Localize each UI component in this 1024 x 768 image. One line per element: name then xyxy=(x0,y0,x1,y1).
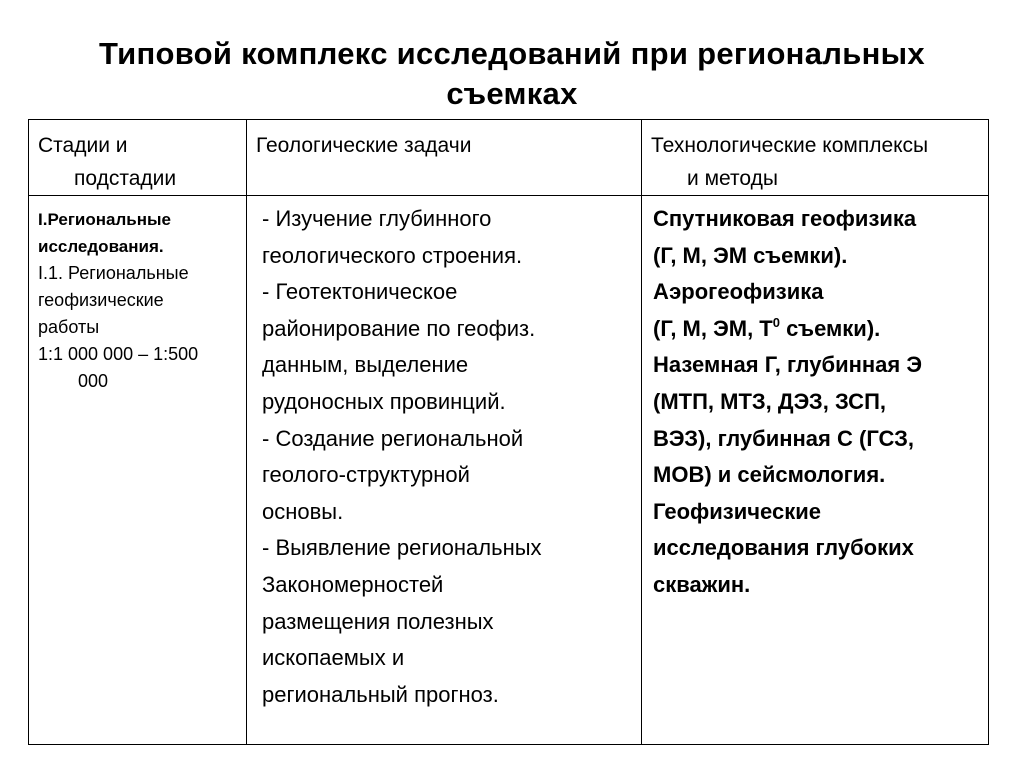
task-line: Закономерностей xyxy=(262,571,444,597)
stage-title-line: I.Региональные xyxy=(38,210,171,229)
method-line: Наземная Г, глубинная Э xyxy=(653,352,923,378)
header-methods-line: и методы xyxy=(687,167,778,190)
scale-line: 1:1 000 000 – 1:500 xyxy=(38,344,199,364)
method-line: (Г, М, ЭМ съемки). xyxy=(653,242,848,268)
task-line: - Создание региональной xyxy=(262,425,524,451)
task-line: - Изучение глубинного xyxy=(262,206,492,231)
header-methods-line: Технологические комплексы xyxy=(651,134,929,157)
task-line: геолого-структурной xyxy=(262,462,470,488)
task-line: районирование по геофиз. xyxy=(262,315,536,341)
research-table xyxy=(28,119,989,745)
header-stages-line: Стадии и xyxy=(38,134,128,157)
header-stages-line: подстадии xyxy=(74,167,177,190)
task-line: основы. xyxy=(262,498,344,524)
stage-title-line: исследования. xyxy=(38,237,164,256)
substage-line: работы xyxy=(38,317,100,337)
methods-cell xyxy=(642,196,989,745)
substage-line: геофизические xyxy=(38,290,164,310)
method-line xyxy=(653,311,984,348)
header-methods xyxy=(642,120,989,196)
method-line: скважин. xyxy=(653,571,751,597)
header-stages xyxy=(29,120,247,196)
task-line: геологического строения. xyxy=(262,242,523,268)
task-line: - Выявление региональных xyxy=(262,535,542,561)
table-row xyxy=(29,196,989,745)
method-line: Спутниковая геофизика xyxy=(653,206,917,231)
method-line: МОВ) и сейсмология. xyxy=(653,462,886,488)
task-line: региональный прогноз. xyxy=(262,681,499,707)
task-line: ископаемых и xyxy=(262,645,405,671)
task-line: данным, выделение xyxy=(262,352,469,378)
slide-title: Типовой комплекс исследований при региональных съемках xyxy=(99,36,925,111)
method-line: ВЭЗ), глубинная С (ГСЗ, xyxy=(653,425,914,451)
method-line: Геофизические xyxy=(653,498,821,524)
header-tasks-line: Геологические задачи xyxy=(256,134,472,157)
method-text: (Г, М, ЭМ, Т xyxy=(653,315,773,341)
method-line: Аэрогеофизика xyxy=(653,279,824,305)
substage-line: I.1. Региональные xyxy=(38,263,189,283)
stage-cell xyxy=(29,196,247,745)
scale-line: 000 xyxy=(78,371,109,391)
degree-superscript: 0 xyxy=(772,314,780,330)
task-line: - Геотектоническое xyxy=(262,279,458,305)
task-line: рудоносных провинций. xyxy=(262,388,506,414)
header-tasks xyxy=(247,120,642,196)
method-line: (МТП, МТЗ, ДЭЗ, ЗСП, xyxy=(653,388,886,414)
method-line: исследования глубоких xyxy=(653,535,914,561)
task-line: размещения полезных xyxy=(262,608,494,634)
table-header-row xyxy=(29,120,989,196)
tasks-cell xyxy=(247,196,642,745)
method-text: съемки). xyxy=(779,315,881,341)
